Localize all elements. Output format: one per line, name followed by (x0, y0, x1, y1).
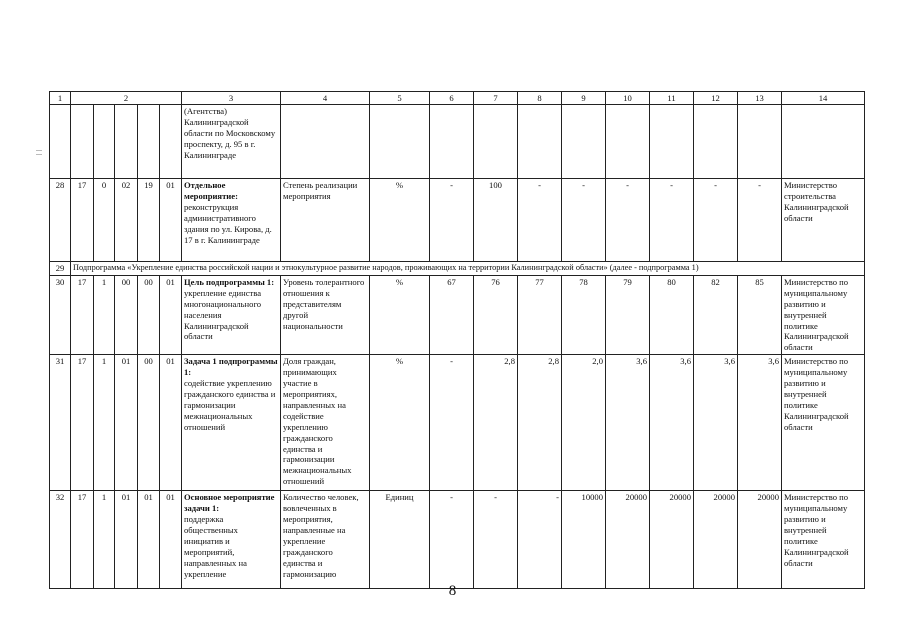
header-cell: 5 (370, 92, 430, 105)
name-heading: Задача 1 подпрограммы 1: (184, 356, 278, 378)
value-cell: 82 (694, 275, 738, 354)
header-cell: 11 (650, 92, 694, 105)
value-cell: - (694, 179, 738, 262)
unit-cell: % (370, 179, 430, 262)
name-text: содействие укреплению гражданского единства и гармонизации межнациональных отношений (184, 378, 276, 432)
table-row (50, 105, 865, 179)
value-cell: - (606, 179, 650, 262)
table-row (50, 179, 865, 262)
table-row (50, 491, 865, 589)
header-cell: 1 (50, 92, 71, 105)
value-cell: 20000 (650, 491, 694, 589)
value-cell: 80 (650, 275, 694, 354)
code-cell: 19 (138, 179, 160, 262)
header-cell: 12 (694, 92, 738, 105)
code-cell: 0 (94, 179, 115, 262)
table-row (50, 275, 865, 354)
executor-cell: Министерство по муниципальному развитию и внутренней политике Калининградской области (782, 355, 865, 491)
code-cell: 00 (138, 355, 160, 491)
value-cell (474, 105, 518, 179)
value-cell: 85 (738, 275, 782, 354)
value-cell (694, 105, 738, 179)
name-heading: Отдельное мероприятие: (184, 180, 238, 201)
name-cell (182, 105, 281, 179)
value-cell: - (518, 491, 562, 589)
header-cell: 2 (71, 92, 182, 105)
value-cell: 20000 (738, 491, 782, 589)
value-cell: 10000 (562, 491, 606, 589)
code-cell: 00 (115, 275, 138, 354)
code-cell: 00 (138, 275, 160, 354)
value-cell: - (474, 491, 518, 589)
row-number-cell: 30 (50, 275, 71, 354)
header-cell: 4 (281, 92, 370, 105)
unit-cell (370, 105, 430, 179)
header-cell: 13 (738, 92, 782, 105)
value-cell: 2,0 (562, 355, 606, 491)
code-cell: 02 (115, 179, 138, 262)
indicator-cell: Количество человек, вовлеченных в мероприятия, направленные на укрепление гражданского единства и гармонизацию (281, 491, 370, 589)
value-cell (430, 105, 474, 179)
value-cell: 3,6 (650, 355, 694, 491)
code-cell: 17 (71, 179, 94, 262)
value-cell: 2,8 (474, 355, 518, 491)
value-cell: 76 (474, 275, 518, 354)
name-cell (182, 179, 281, 262)
unit-cell: % (370, 275, 430, 354)
name-text: реконструкция административного здания по ул. Кирова, д. 17 в г. Калининграде (184, 201, 272, 245)
executor-cell (782, 105, 865, 179)
code-cell (138, 105, 160, 179)
value-cell: 20000 (606, 491, 650, 589)
value-cell: 67 (430, 275, 474, 354)
header-cell: 7 (474, 92, 518, 105)
header-cell: 9 (562, 92, 606, 105)
value-cell (738, 105, 782, 179)
value-cell (518, 105, 562, 179)
header-cell: 10 (606, 92, 650, 105)
value-cell: - (430, 491, 474, 589)
row-number-cell: 28 (50, 179, 71, 262)
subprogram-title: Подпрограмма «Укрепление единства российской нации и этнокультурное развитие народов, проживающих на территории Калининградской области» (далее - подпрограмма 1) (71, 262, 865, 276)
header-cell: 8 (518, 92, 562, 105)
code-cell: 01 (160, 355, 182, 491)
unit-cell: Единиц (370, 491, 430, 589)
code-cell: 01 (115, 355, 138, 491)
indicator-cell: Уровень толерантного отношения к представителям другой национальности (281, 275, 370, 354)
code-cell: 17 (71, 275, 94, 354)
value-cell: - (430, 355, 474, 491)
name-text: поддержка общественных инициатив и мероприятий, направленных на укрепление (184, 514, 247, 579)
code-cell: 1 (94, 491, 115, 589)
code-cell (71, 105, 94, 179)
value-cell: 3,6 (694, 355, 738, 491)
indicator-cell: Доля граждан, принимающих участие в мероприятиях, направленных на содействие укреплению гражданского единства и гармонизации межнациональных отношений (281, 355, 370, 491)
value-cell: 3,6 (606, 355, 650, 491)
scan-mark (36, 154, 42, 155)
name-text: укрепление единства многонационального населения Калининградской области (184, 287, 262, 342)
row-number-cell: 32 (50, 491, 71, 589)
name-heading: Цель подпрограммы 1: (184, 276, 275, 287)
code-cell: 01 (115, 491, 138, 589)
code-cell: 17 (71, 491, 94, 589)
name-text: (Агентства) Калининградской области по Московскому проспекту, д. 95 в г. Калининграде (184, 106, 276, 160)
code-cell (160, 105, 182, 179)
value-cell: - (562, 179, 606, 262)
value-cell: 2,8 (518, 355, 562, 491)
executor-cell: Министерство по муниципальному развитию и внутренней политике Калининградской области (782, 491, 865, 589)
row-number-cell: 31 (50, 355, 71, 491)
unit-cell: % (370, 355, 430, 491)
value-cell (606, 105, 650, 179)
value-cell: 100 (474, 179, 518, 262)
value-cell: - (518, 179, 562, 262)
header-cell: 3 (182, 92, 281, 105)
code-cell: 1 (94, 275, 115, 354)
value-cell: - (650, 179, 694, 262)
value-cell: - (738, 179, 782, 262)
value-cell (650, 105, 694, 179)
header-cell: 14 (782, 92, 865, 105)
code-cell: 17 (71, 355, 94, 491)
name-cell (182, 355, 281, 491)
page-number: 8 (448, 583, 457, 599)
code-cell: 01 (160, 491, 182, 589)
executor-cell: Министерство строительства Калининградской области (782, 179, 865, 262)
code-cell: 01 (138, 491, 160, 589)
name-heading: Основное мероприятие задачи 1: (184, 492, 275, 514)
subprogram-row (50, 262, 865, 276)
code-cell: 01 (160, 179, 182, 262)
executor-cell: Министерство по муниципальному развитию и внутренней политике Калининградской области (782, 275, 865, 354)
value-cell: 79 (606, 275, 650, 354)
indicator-cell: Степень реализации мероприятия (281, 179, 370, 262)
code-cell (94, 105, 115, 179)
row-number-cell (50, 105, 71, 179)
name-cell (182, 275, 281, 354)
code-cell: 01 (160, 275, 182, 354)
value-cell: 78 (562, 275, 606, 354)
table-header-row (50, 92, 865, 105)
indicators-table (49, 91, 865, 589)
row-number-cell: 29 (50, 262, 71, 276)
code-cell (115, 105, 138, 179)
indicator-cell (281, 105, 370, 179)
value-cell (562, 105, 606, 179)
code-cell: 1 (94, 355, 115, 491)
header-cell: 6 (430, 92, 474, 105)
value-cell: 77 (518, 275, 562, 354)
table-row (50, 355, 865, 491)
scan-mark (36, 150, 42, 151)
value-cell: 20000 (694, 491, 738, 589)
value-cell: - (430, 179, 474, 262)
name-cell (182, 491, 281, 589)
value-cell: 3,6 (738, 355, 782, 491)
